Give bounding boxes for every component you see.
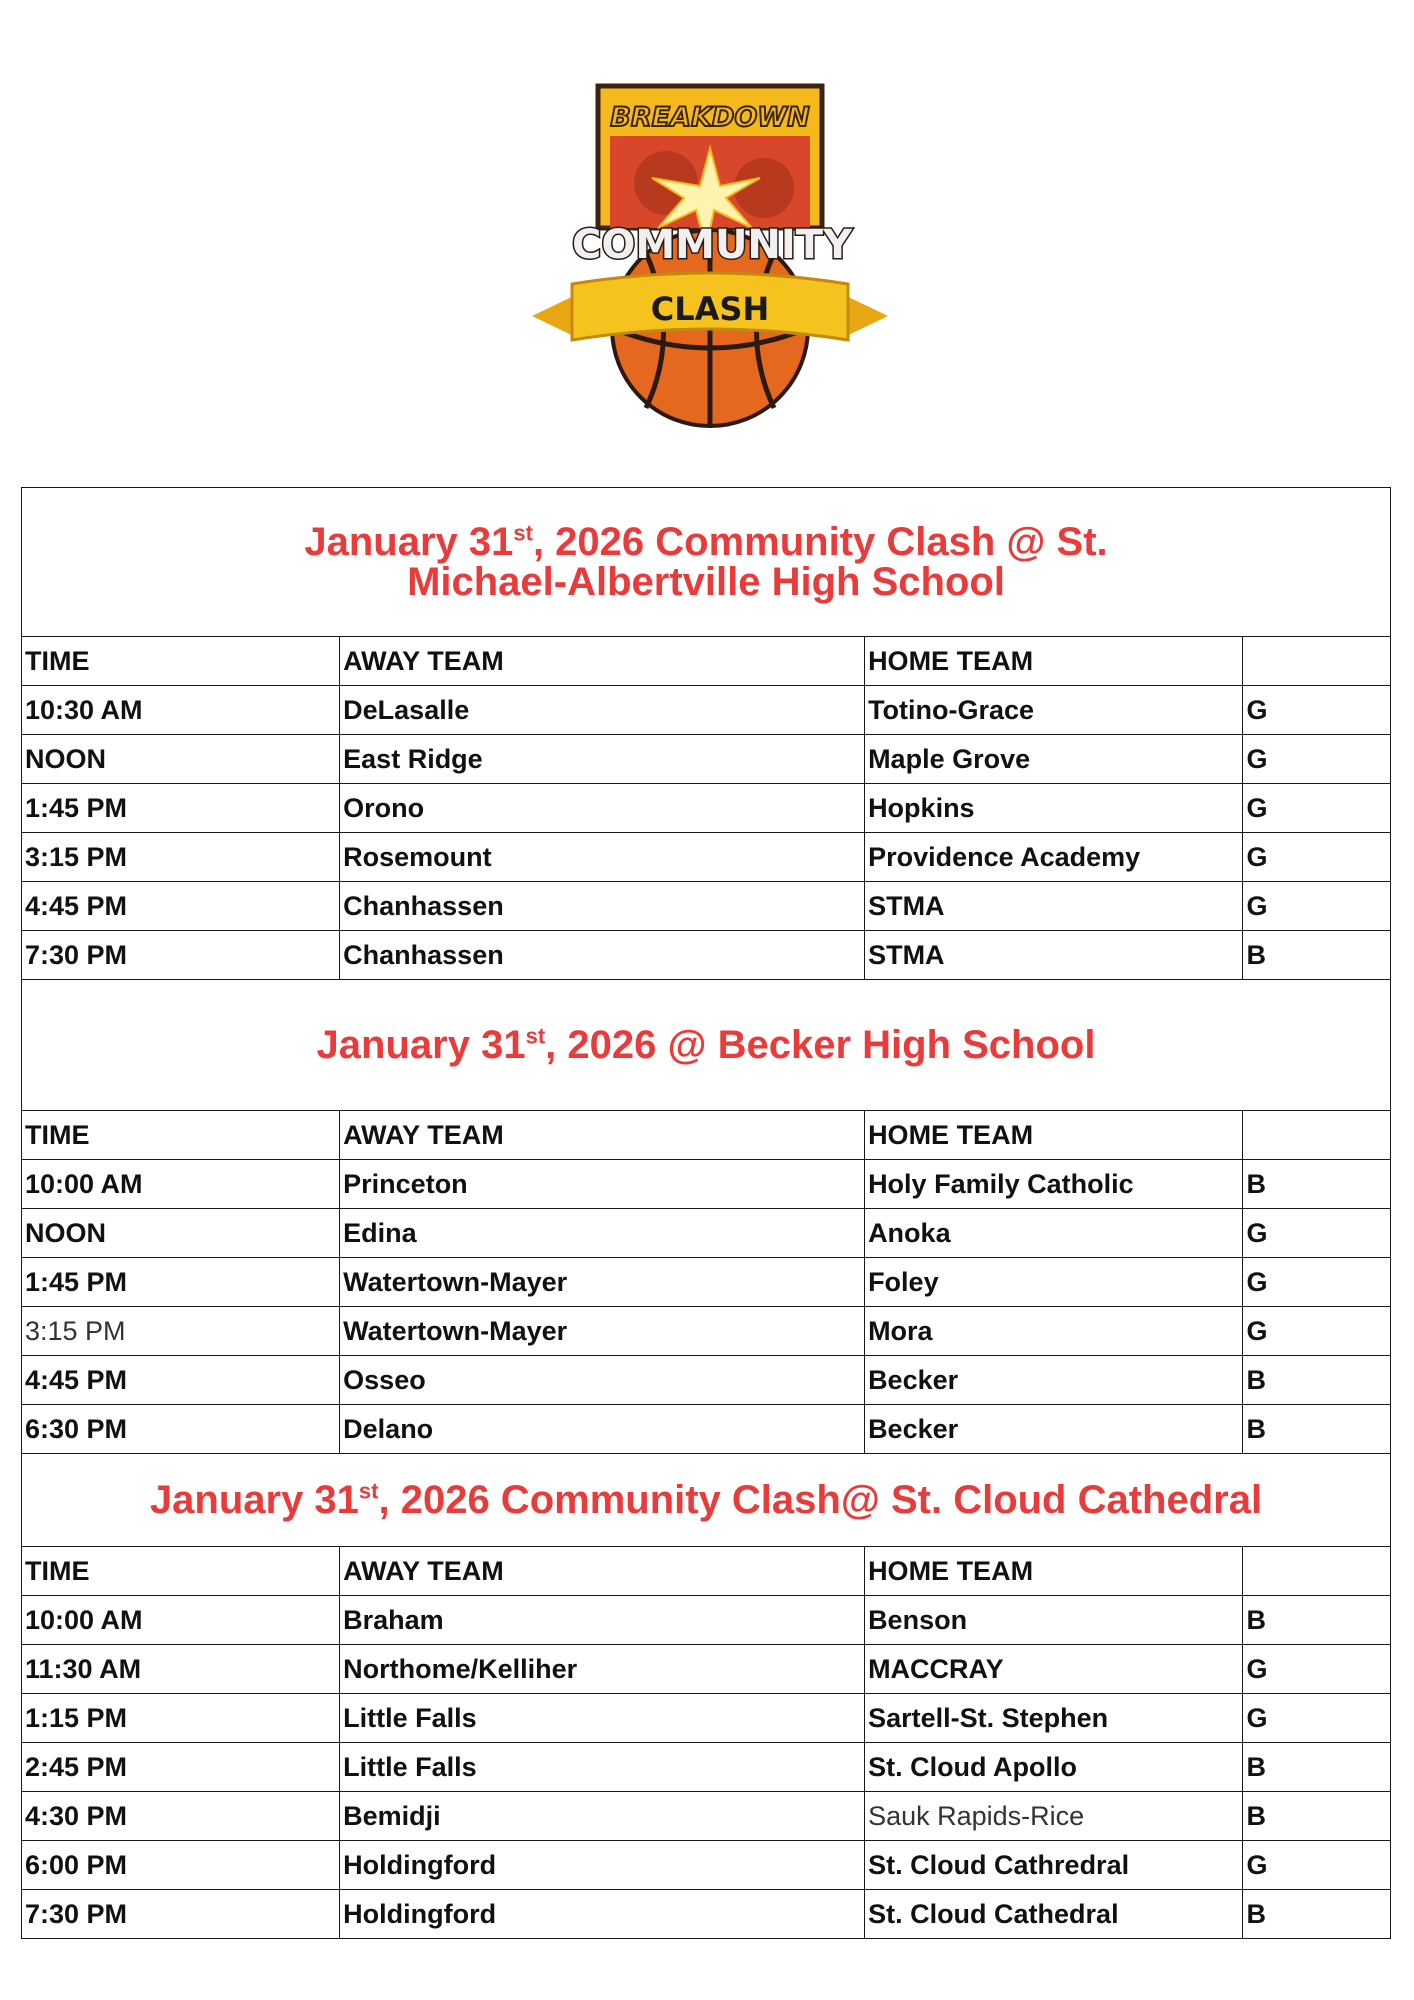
section-title bbox=[22, 980, 1391, 1111]
basketball-logo-graphic bbox=[516, 78, 904, 430]
away-team: Holdingford bbox=[340, 1841, 865, 1890]
away-team: Watertown-Mayer bbox=[340, 1258, 865, 1307]
game-time: 3:15 PM bbox=[22, 833, 340, 882]
home-team: STMA bbox=[865, 882, 1243, 931]
away-team: Bemidji bbox=[340, 1792, 865, 1841]
home-team: STMA bbox=[865, 931, 1243, 980]
game-time: 7:30 PM bbox=[22, 931, 340, 980]
away-team: Edina bbox=[340, 1209, 865, 1258]
gender-code: B bbox=[1243, 931, 1391, 980]
gender-code: G bbox=[1243, 784, 1391, 833]
home-team: Becker bbox=[865, 1405, 1243, 1454]
header-home-team: HOME TEAM bbox=[865, 1547, 1243, 1596]
gender-code: G bbox=[1243, 833, 1391, 882]
home-team: Hopkins bbox=[865, 784, 1243, 833]
section-title-line2: Michael-Albertville High School bbox=[407, 560, 1005, 604]
game-row bbox=[22, 1160, 1391, 1209]
game-row bbox=[22, 833, 1391, 882]
game-row bbox=[22, 931, 1391, 980]
game-row bbox=[22, 1356, 1391, 1405]
logo-brand-text: BREAKDOWN bbox=[610, 102, 810, 133]
gender-code: G bbox=[1243, 1307, 1391, 1356]
header-home-team: HOME TEAM bbox=[865, 1111, 1243, 1160]
away-team: East Ridge bbox=[340, 735, 865, 784]
game-row bbox=[22, 735, 1391, 784]
gender-code: G bbox=[1243, 735, 1391, 784]
schedule-body bbox=[22, 488, 1391, 1939]
game-row bbox=[22, 882, 1391, 931]
game-time: 7:30 PM bbox=[22, 1890, 340, 1939]
header-away-team: AWAY TEAM bbox=[340, 1111, 865, 1160]
home-team: Anoka bbox=[865, 1209, 1243, 1258]
gender-code: G bbox=[1243, 1645, 1391, 1694]
game-time: 1:15 PM bbox=[22, 1694, 340, 1743]
away-team: Rosemount bbox=[340, 833, 865, 882]
home-team: St. Cloud Apollo bbox=[865, 1743, 1243, 1792]
gender-code: G bbox=[1243, 1258, 1391, 1307]
section-title-ordinal: st bbox=[513, 520, 533, 546]
away-team: Little Falls bbox=[340, 1694, 865, 1743]
game-time: 10:30 AM bbox=[22, 686, 340, 735]
header-time: TIME bbox=[22, 1111, 340, 1160]
community-clash-logo bbox=[516, 78, 904, 430]
header-time: TIME bbox=[22, 637, 340, 686]
gender-code: B bbox=[1243, 1405, 1391, 1454]
home-team: Foley bbox=[865, 1258, 1243, 1307]
section-title-date: January 31 bbox=[316, 1023, 526, 1067]
section-title-row bbox=[22, 488, 1391, 637]
gender-code: B bbox=[1243, 1743, 1391, 1792]
home-team: Sauk Rapids-Rice bbox=[865, 1792, 1243, 1841]
section-title-rest: , 2026 Community Clash @ St. bbox=[532, 520, 1108, 564]
game-row bbox=[22, 784, 1391, 833]
section-title bbox=[22, 488, 1391, 637]
column-header-row bbox=[22, 1111, 1391, 1160]
section-title-rest: , 2026 @ Becker High School bbox=[545, 1023, 1096, 1067]
game-row bbox=[22, 1792, 1391, 1841]
away-team: Orono bbox=[340, 784, 865, 833]
game-time: 10:00 AM bbox=[22, 1160, 340, 1209]
game-time: 3:15 PM bbox=[22, 1307, 340, 1356]
game-row bbox=[22, 1645, 1391, 1694]
home-team: Providence Academy bbox=[865, 833, 1243, 882]
gender-code: G bbox=[1243, 1694, 1391, 1743]
header-home-team: HOME TEAM bbox=[865, 637, 1243, 686]
game-time: NOON bbox=[22, 1209, 340, 1258]
game-row bbox=[22, 1890, 1391, 1939]
game-time: NOON bbox=[22, 735, 340, 784]
column-header-row bbox=[22, 1547, 1391, 1596]
game-time: 4:30 PM bbox=[22, 1792, 340, 1841]
header-gender bbox=[1243, 637, 1391, 686]
section-title-date: January 31 bbox=[149, 1478, 359, 1522]
header-away-team: AWAY TEAM bbox=[340, 1547, 865, 1596]
header-time: TIME bbox=[22, 1547, 340, 1596]
away-team: Princeton bbox=[340, 1160, 865, 1209]
away-team: Braham bbox=[340, 1596, 865, 1645]
section-title-row bbox=[22, 980, 1391, 1111]
home-team: Benson bbox=[865, 1596, 1243, 1645]
gender-code: B bbox=[1243, 1356, 1391, 1405]
game-time: 11:30 AM bbox=[22, 1645, 340, 1694]
game-row bbox=[22, 1405, 1391, 1454]
header-gender bbox=[1243, 1111, 1391, 1160]
gender-code: B bbox=[1243, 1596, 1391, 1645]
away-team: Delano bbox=[340, 1405, 865, 1454]
game-time: 1:45 PM bbox=[22, 1258, 340, 1307]
header-gender bbox=[1243, 1547, 1391, 1596]
section-title-date: January 31 bbox=[304, 520, 514, 564]
section-title-rest: , 2026 Community Clash@ St. Cloud Cathedral bbox=[378, 1478, 1263, 1522]
gender-code: G bbox=[1243, 882, 1391, 931]
gender-code: G bbox=[1243, 1209, 1391, 1258]
gender-code: G bbox=[1243, 686, 1391, 735]
home-team: MACCRAY bbox=[865, 1645, 1243, 1694]
gender-code: G bbox=[1243, 1841, 1391, 1890]
game-time: 1:45 PM bbox=[22, 784, 340, 833]
gender-code: B bbox=[1243, 1792, 1391, 1841]
logo-line2-text: CLASH bbox=[650, 290, 770, 328]
away-team: Northome/Kelliher bbox=[340, 1645, 865, 1694]
game-time: 6:30 PM bbox=[22, 1405, 340, 1454]
game-time: 4:45 PM bbox=[22, 1356, 340, 1405]
away-team: Osseo bbox=[340, 1356, 865, 1405]
away-team: DeLasalle bbox=[340, 686, 865, 735]
home-team: Maple Grove bbox=[865, 735, 1243, 784]
gender-code: B bbox=[1243, 1890, 1391, 1939]
home-team: St. Cloud Cathredral bbox=[865, 1841, 1243, 1890]
game-row bbox=[22, 1841, 1391, 1890]
home-team: Becker bbox=[865, 1356, 1243, 1405]
gender-code: B bbox=[1243, 1160, 1391, 1209]
schedule-table bbox=[21, 487, 1391, 1939]
game-row bbox=[22, 1743, 1391, 1792]
home-team: Mora bbox=[865, 1307, 1243, 1356]
home-team: Totino-Grace bbox=[865, 686, 1243, 735]
section-title bbox=[22, 1454, 1391, 1547]
home-team: Sartell-St. Stephen bbox=[865, 1694, 1243, 1743]
column-header-row bbox=[22, 637, 1391, 686]
away-team: Little Falls bbox=[340, 1743, 865, 1792]
section-title-row bbox=[22, 1454, 1391, 1547]
game-time: 4:45 PM bbox=[22, 882, 340, 931]
game-row bbox=[22, 1307, 1391, 1356]
game-row bbox=[22, 1209, 1391, 1258]
game-time: 10:00 AM bbox=[22, 1596, 340, 1645]
away-team: Chanhassen bbox=[340, 882, 865, 931]
away-team: Holdingford bbox=[340, 1890, 865, 1939]
game-row bbox=[22, 1596, 1391, 1645]
game-row bbox=[22, 686, 1391, 735]
home-team: St. Cloud Cathedral bbox=[865, 1890, 1243, 1939]
away-team: Chanhassen bbox=[340, 931, 865, 980]
game-row bbox=[22, 1694, 1391, 1743]
away-team: Watertown-Mayer bbox=[340, 1307, 865, 1356]
game-row bbox=[22, 1258, 1391, 1307]
game-time: 2:45 PM bbox=[22, 1743, 340, 1792]
section-title-ordinal: st bbox=[358, 1478, 379, 1504]
logo-line1-text: COMMUNITY bbox=[571, 222, 853, 268]
section-title-ordinal: st bbox=[525, 1023, 546, 1049]
game-time: 6:00 PM bbox=[22, 1841, 340, 1890]
home-team: Holy Family Catholic bbox=[865, 1160, 1243, 1209]
header-away-team: AWAY TEAM bbox=[340, 637, 865, 686]
